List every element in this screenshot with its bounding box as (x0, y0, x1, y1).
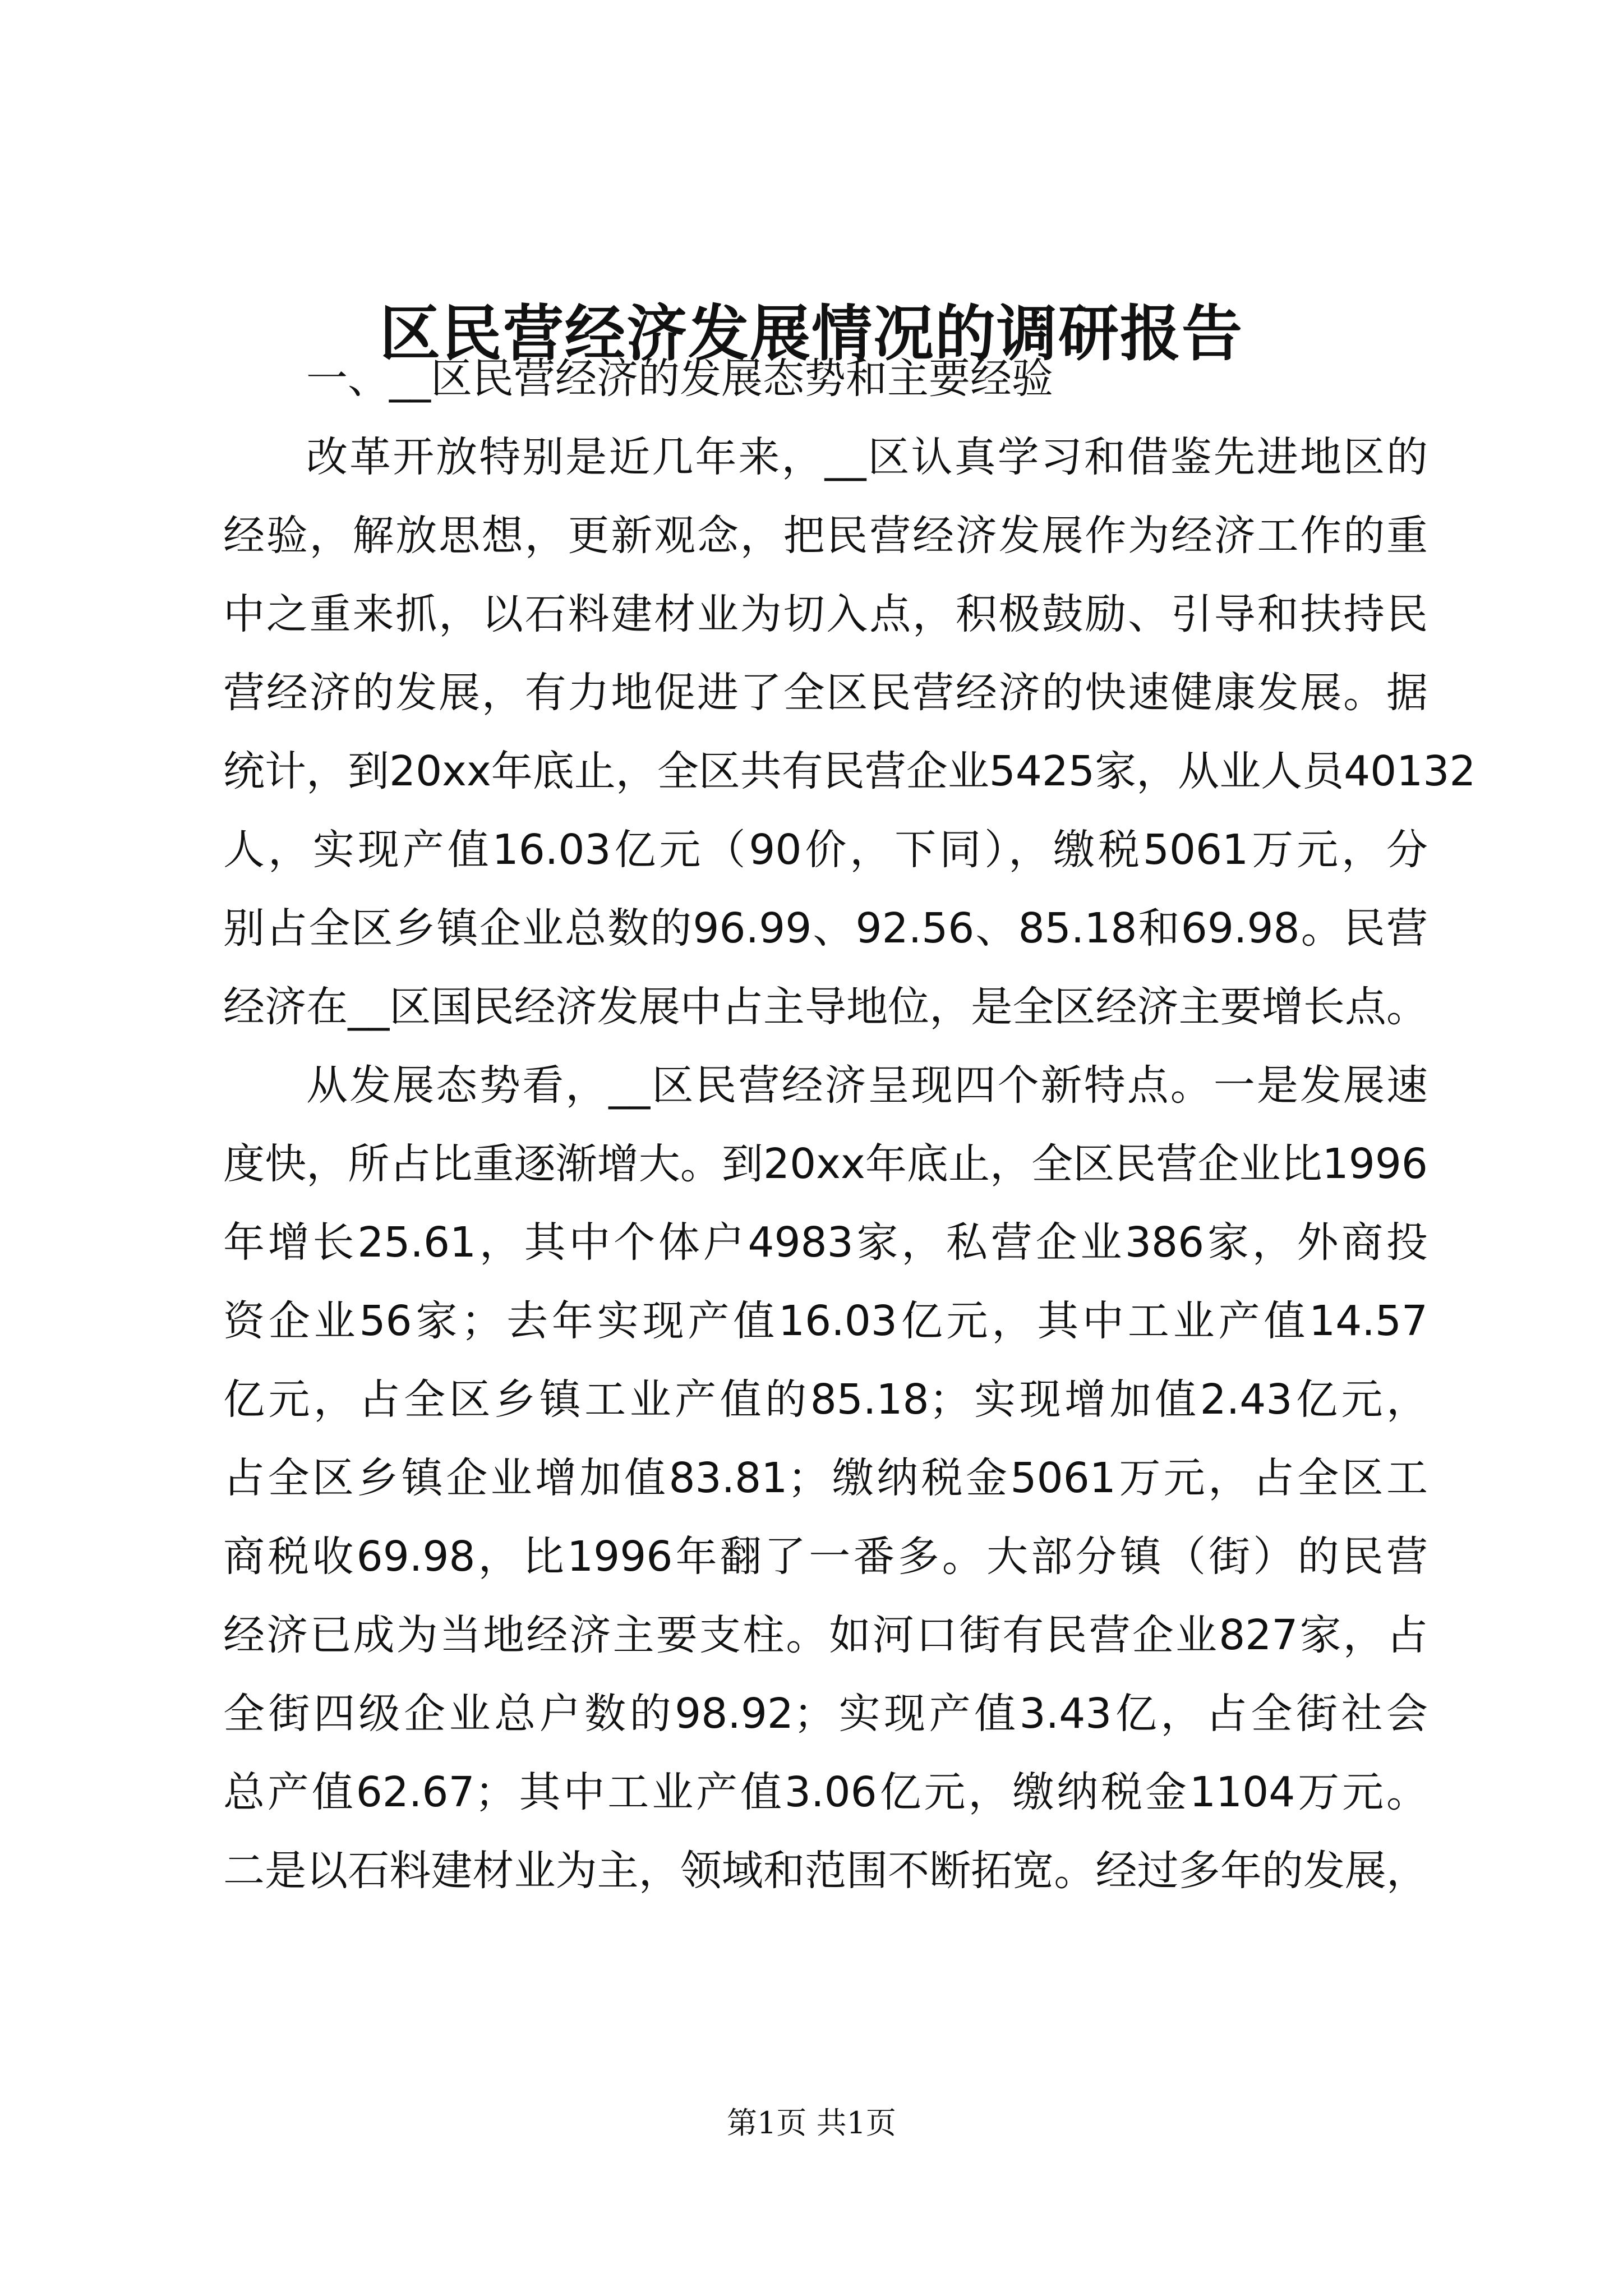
paragraph-line: 年增长25.61，其中个体户4983家，私营企业386家，外商投 (223, 1218, 1428, 1267)
paragraph-line: 营经济的发展，有力地促进了全区民营经济的快速健康发展。据 (223, 669, 1428, 717)
document-title: 区民营经济发展情况的调研报告 (379, 298, 1243, 369)
paragraph-line: 从发展态势看，__区民营经济呈现四个新特点。一是发展速 (306, 1061, 1428, 1110)
paragraph-line: 二是以石料建材业为主，领域和范围不断拓宽。经过多年的发展， (223, 1847, 1428, 1895)
paragraph-line: 经济在__区国民经济发展中占主导地位，是全区经济主要增长点。 (223, 983, 1428, 1031)
paragraph-line: 占全区乡镇企业增加值83.81；缴纳税金5061万元，占全区工 (223, 1454, 1428, 1502)
paragraph-line: 度快，所占比重逐渐增大。到20xx年底止，全区民营企业比1996 (223, 1140, 1428, 1188)
paragraph-line: 统计，到20xx年底止，全区共有民营企业5425家，从业人员40132 (223, 747, 1476, 795)
paragraph-line: 中之重来抓，以石料建材业为切入点，积极鼓励、引导和扶持民 (223, 590, 1428, 638)
paragraph-line: 改革开放特别是近几年来，__区认真学习和借鉴先进地区的 (306, 433, 1428, 481)
paragraph-line: 经验，解放思想，更新观念，把民营经济发展作为经济工作的重 (223, 512, 1428, 560)
paragraph-line: 商税收69.98，比1996年翻了一番多。大部分镇（街）的民营 (223, 1533, 1428, 1581)
paragraph-line: 资企业56家；去年实现产值16.03亿元，其中工业产值14.57 (223, 1297, 1428, 1345)
paragraph-line: 经济已成为当地经济主要支柱。如河口街有民营企业827家，占 (223, 1611, 1428, 1659)
paragraph-line: 总产值62.67；其中工业产值3.06亿元，缴纳税金1104万元。 (223, 1768, 1428, 1816)
paragraph-line: 别占全区乡镇企业总数的96.99、92.56、85.18和69.98。民营 (223, 904, 1428, 953)
section-heading: 一、__区民营经济的发展态势和主要经验 (306, 355, 1053, 403)
paragraph-line: 全街四级企业总户数的98.92；实现产值3.43亿，占全街社会 (223, 1690, 1428, 1738)
page-footer: 第1页 共1页 (727, 2105, 896, 2141)
document-body (223, 339, 1476, 1910)
paragraph-line: 人，实现产值16.03亿元（90价，下同），缴税5061万元，分 (223, 826, 1428, 874)
paragraph-line: 亿元，占全区乡镇工业产值的85.18；实现增加值2.43亿元， (223, 1375, 1428, 1424)
